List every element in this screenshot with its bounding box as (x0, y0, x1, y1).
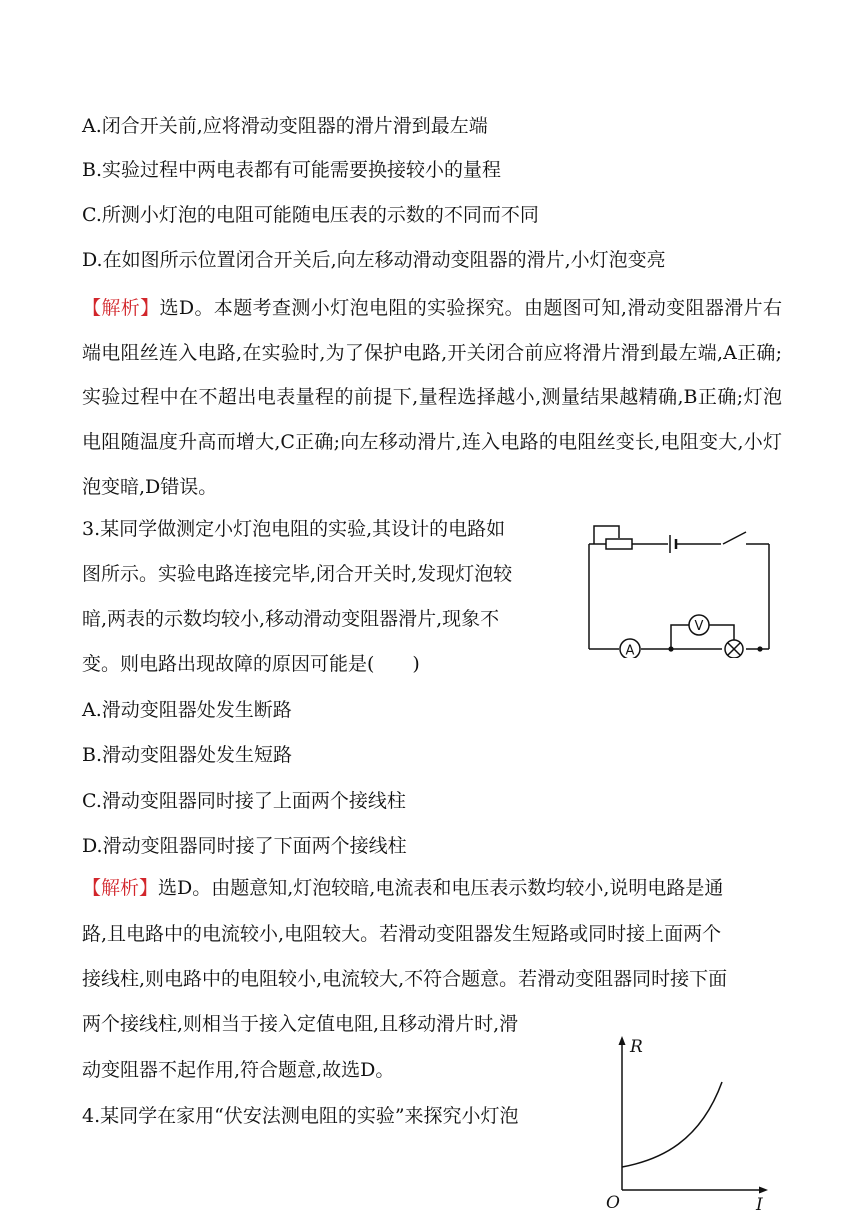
q3-stem-line-4: 变。则电路出现故障的原因可能是( ) (82, 653, 420, 675)
q3-option-d: D.滑动变阻器同时接了下面两个接线柱 (82, 835, 407, 857)
analysis-label: 【解析】 (82, 877, 159, 899)
junction-dot (668, 646, 673, 651)
q3-stem-line-1: 3.某同学做测定小灯泡电阻的实验,其设计的电路如 (82, 518, 506, 540)
q2-analysis-text: 选D。本题考查测小灯泡电阻的实验探究。由题图可知,滑动变阻器滑片右端电阻丝连入电路,在实验时,为了保护电路,开关闭合前应将滑片滑到最左端,A正确;实验过程中在不超出电表量程的前提下,量程选择越小,测量结果越精确,B正确;灯泡电阻随温度升高而增大,C正确;向左移动滑片,连入电路的电阻丝变长,电阻变大,小灯泡变暗,D错误。 (82, 297, 782, 498)
q3-analysis-line-1: 【解析】选D。由题意知,灯泡较暗,电流表和电压表示数均较小,说明电路是通 (82, 877, 724, 899)
circuit-diagram (586, 516, 772, 658)
r-i-graph (600, 1030, 776, 1216)
x-axis-arrow-icon (759, 1187, 768, 1194)
q2-option-a: A.闭合开关前,应将滑动变阻器的滑片滑到最左端 (82, 115, 488, 137)
x-axis-label: I (756, 1195, 763, 1215)
q3-analysis-line-2: 路,且电路中的电流较小,电阻较大。若滑动变阻器发生短路或同时接上面两个 (82, 923, 722, 945)
r-i-curve (622, 1082, 722, 1167)
q2-option-b: B.实验过程中两电表都有可能需要换接较小的量程 (82, 159, 502, 181)
y-axis-label: R (630, 1037, 643, 1057)
q3-stem-line-3: 暗,两表的示数均较小,移动滑动变阻器滑片,现象不 (82, 608, 500, 630)
rheostat-icon (606, 539, 632, 549)
q3-stem-line-2: 图所示。实验电路连接完毕,闭合开关时,发现灯泡较 (82, 563, 513, 585)
q2-analysis (82, 286, 782, 510)
q3-analysis-line-3: 接线柱,则电路中的电阻较小,电流较大,不符合题意。若滑动变阻器同时接下面 (82, 968, 728, 990)
origin-label: O (606, 1193, 620, 1213)
q3-analysis-line-5: 动变阻器不起作用,符合题意,故选D。 (82, 1059, 395, 1081)
q2-option-c: C.所测小灯泡的电阻可能随电压表的示数的不同而不同 (82, 204, 539, 226)
analysis-label: 【解析】 (82, 297, 160, 319)
q4-stem-line-1: 4.某同学在家用“伏安法测电阻的实验”来探究小灯泡 (82, 1105, 519, 1127)
ammeter-label: A (625, 643, 635, 658)
junction-dot (757, 646, 762, 651)
q3-option-b: B.滑动变阻器处发生短路 (82, 744, 293, 766)
switch-icon (723, 532, 746, 544)
y-axis-arrow-icon (619, 1036, 626, 1045)
q3-analysis-line-4: 两个接线柱,则相当于接入定值电阻,且移动滑片时,滑 (82, 1013, 519, 1035)
q3-option-c: C.滑动变阻器同时接了上面两个接线柱 (82, 790, 406, 812)
q3-option-a: A.滑动变阻器处发生断路 (82, 699, 292, 721)
q2-option-d: D.在如图所示位置闭合开关后,向左移动滑动变阻器的滑片,小灯泡变亮 (82, 249, 666, 271)
voltmeter-label: V (694, 619, 704, 634)
